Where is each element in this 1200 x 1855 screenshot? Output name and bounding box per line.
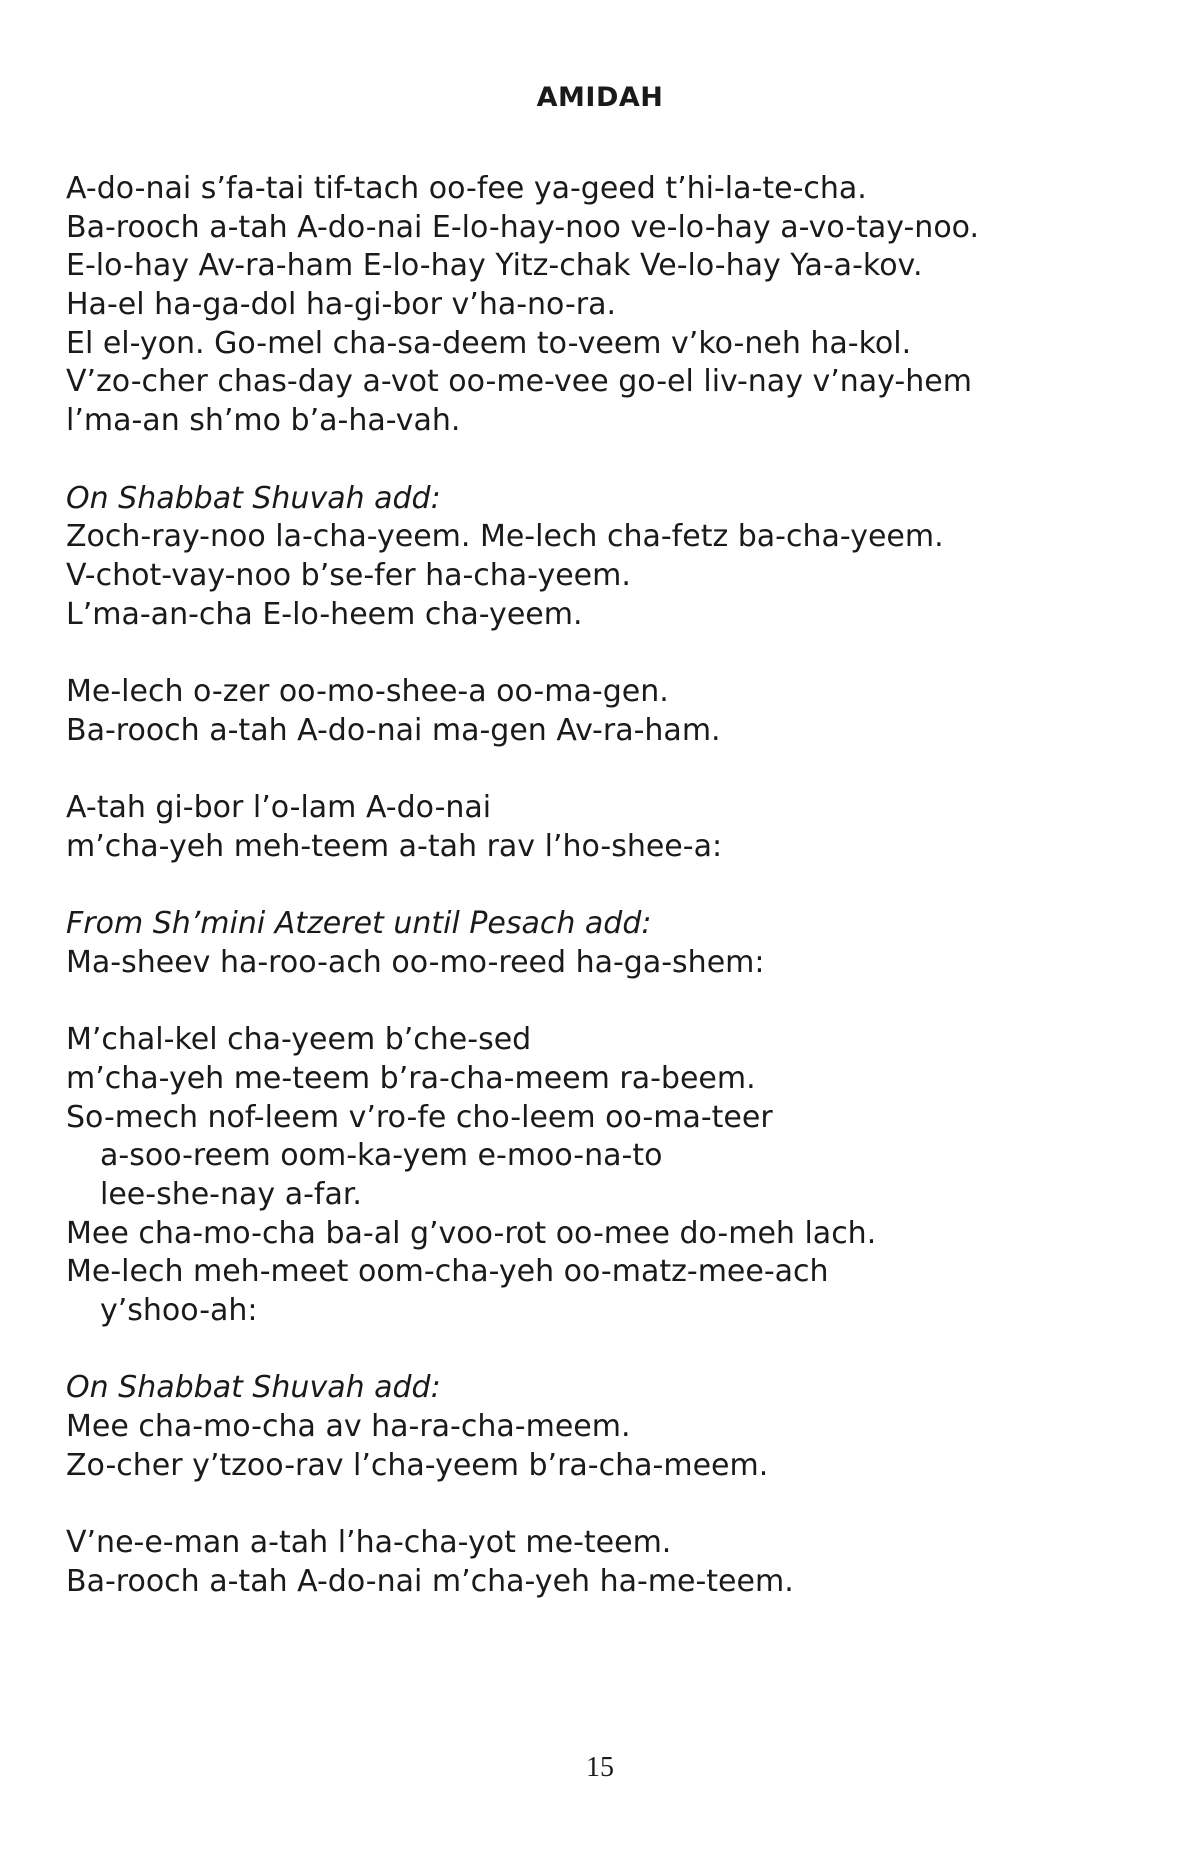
- text-line: Ha-el ha-ga-dol ha-gi-bor v’ha-no-ra.: [66, 287, 617, 323]
- text-line: Me-lech meh-meet oom-cha-yeh oo-matz-mee-ach: [66, 1254, 829, 1290]
- stanza-gap: [66, 1485, 1146, 1524]
- text-line: Zoch-ray-noo la-cha-yeem. Me-lech cha-fetz ba-cha-yeem.: [66, 519, 944, 555]
- stanza-gap: [66, 634, 1146, 673]
- text-line: V-chot-vay-noo b’se-fer ha-cha-yeem.: [66, 557, 631, 593]
- text-line: El el-yon. Go-mel cha-sa-deem to-veem v’ko-neh ha-kol.: [66, 325, 912, 361]
- rubric-instruction: On Shabbat Shuvah add:: [66, 1370, 441, 1406]
- text-line: Ba-rooch a-tah A-do-nai m’cha-yeh ha-me-teem.: [66, 1563, 794, 1599]
- text-line: m’cha-yeh me-teem b’ra-cha-meem ra-beem.: [66, 1060, 756, 1096]
- text-line-continued: y’shoo-ah:: [100, 1292, 258, 1328]
- text-line: A-do-nai s’fa-tai tif-tach oo-fee ya-geed t’hi-la-te-cha.: [66, 171, 867, 206]
- text-line-continued: lee-she-nay a-far.: [100, 1176, 362, 1212]
- text-line: A-tah gi-bor l’o-lam A-do-nai: [66, 790, 492, 825]
- text-line: Zo-cher y’tzoo-rav l’cha-yeem b’ra-cha-meem.: [66, 1447, 769, 1483]
- text-line: V’ne-e-man a-tah l’ha-cha-yot me-teem.: [66, 1525, 672, 1561]
- text-line: E-lo-hay Av-ra-ham E-lo-hay Yitz-chak Ve-lo-hay Ya-a-kov.: [66, 248, 923, 284]
- text-line-continued: a-soo-reem oom-ka-yem e-moo-na-to: [100, 1138, 663, 1174]
- text-line: l’ma-an sh’mo b’a-ha-vah.: [66, 403, 461, 439]
- text-line: Ma-sheev ha-roo-ach oo-mo-reed ha-ga-shem:: [66, 944, 765, 980]
- prayer-text: [66, 170, 1146, 1601]
- rubric-instruction: On Shabbat Shuvah add:: [66, 480, 441, 516]
- text-line: Mee cha-mo-cha av ha-ra-cha-meem.: [66, 1409, 631, 1444]
- stanza-gap: [66, 1331, 1146, 1370]
- text-line: Ba-rooch a-tah A-do-nai E-lo-hay-noo ve-lo-hay a-vo-tay-noo.: [66, 209, 980, 245]
- text-line: Me-lech o-zer oo-mo-shee-a oo-ma-gen.: [66, 673, 669, 709]
- text-line: Ba-rooch a-tah A-do-nai ma-gen Av-ra-ham.: [66, 712, 721, 748]
- stanza-gap: [66, 982, 1146, 1021]
- page-title: AMIDAH: [536, 82, 664, 113]
- stanza-gap: [66, 441, 1146, 480]
- text-line: V’zo-cher chas-day a-vot oo-me-vee go-el liv-nay v’nay-hem: [66, 364, 972, 400]
- rubric-instruction: From Sh’mini Atzeret until Pesach add:: [66, 906, 652, 942]
- text-line: M’chal-kel cha-yeem b’che-sed: [66, 1022, 532, 1058]
- text-line: Mee cha-mo-cha ba-al g’voo-rot oo-mee do-meh lach.: [66, 1215, 877, 1251]
- stanza-gap: [66, 866, 1146, 905]
- text-line: m’cha-yeh meh-teem a-tah rav l’ho-shee-a:: [66, 828, 723, 864]
- text-line: L’ma-an-cha E-lo-heem cha-yeem.: [66, 596, 583, 632]
- stanza-gap: [66, 750, 1146, 789]
- text-line: So-mech nof-leem v’ro-fe cho-leem oo-ma-teer: [66, 1099, 773, 1135]
- page-number: 15: [586, 1752, 614, 1783]
